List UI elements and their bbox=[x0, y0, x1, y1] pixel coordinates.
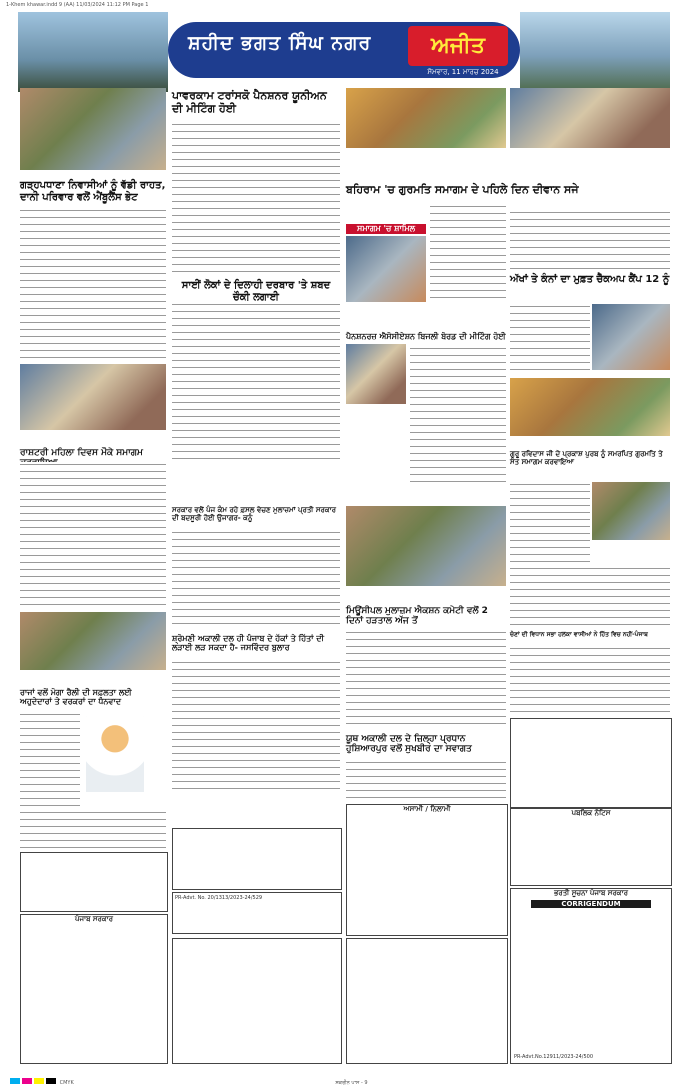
ad-punjab-govt bbox=[20, 914, 168, 1064]
tag-samagam: ਸਮਾਗਮ 'ਚ ਸ਼ਾਮਿਲ bbox=[346, 224, 426, 234]
masthead bbox=[18, 12, 670, 92]
print-slug-text: 1-Khem khawar.indd 9 (AA) 11/03/2024 11:12 PM Page 1 bbox=[6, 2, 149, 8]
headline-ambulance: ਗੜ੍ਹਪਧਾਣਾ ਨਿਵਾਸੀਆਂ ਨੂੰ ਵੱਡੀ ਰਾਹਤ, ਦਾਨੀ ਪਰਿਵਾਰ ਵਲੋਂ ਐਂਬੂਲੈਂਸ ਭੇਟ bbox=[20, 180, 166, 203]
cyan-swatch bbox=[10, 1078, 20, 1084]
headline-pensioner: ਪੈਨਸ਼ਨਰਜ਼ ਐਸੋਸੀਏਸ਼ਨ ਬਿਜਲੀ ਬੋਰਡ ਦੀ ਮੀਟਿੰਗ ਹੋਈ bbox=[346, 332, 506, 341]
photo-eye-camp bbox=[592, 304, 670, 370]
article-akali-body bbox=[172, 660, 340, 790]
headline-powercom: ਪਾਵਰਕਾਮ ਟਰਾਂਸਕੋ ਪੈਨਸ਼ਨਰ ਯੂਨੀਅਨ ਦੀ ਮੀਟਿੰਗ ਹੋਈ bbox=[172, 89, 327, 115]
masthead-photo-landscape bbox=[520, 12, 670, 92]
ad-public-notice-title: ਪਬਲਿਕ ਨੋਟਿਸ bbox=[571, 809, 611, 817]
ad-punjab-govt-title: ਪੰਜਾਬ ਸਰਕਾਰ bbox=[74, 915, 113, 923]
article-youth-body bbox=[346, 760, 506, 800]
ad-bharti-title: ਭਰਤੀ ਸੂਚਨਾ ਪੰਜਾਬ ਸਰਕਾਰ bbox=[554, 889, 628, 897]
ad-tender bbox=[172, 938, 342, 1064]
print-slug bbox=[0, 0, 687, 10]
masthead-photo-statue bbox=[18, 12, 168, 92]
photo-ambulance bbox=[20, 88, 166, 170]
headline-akali: ਸ਼੍ਰੋਮਣੀ ਅਕਾਲੀ ਦਲ ਹੀ ਪੰਜਾਬ ਦੇ ਹੱਕਾਂ ਤੇ ਹਿੱਤਾਂ ਦੀ ਲੜਾਈ ਲੜ ਸਕਦਾ ਹੈ- ਜਸਵਿੰਦਰ ਬੁਲਾਰ bbox=[172, 634, 324, 653]
article-womens-day-body bbox=[20, 462, 166, 606]
ad-table-notice bbox=[20, 852, 168, 912]
photo-municipal bbox=[346, 506, 506, 586]
article-gurdwara-body-2 bbox=[510, 566, 670, 630]
article-pensioner-body bbox=[410, 346, 506, 486]
edition-sub: ਜਲੰਧਰ, ਸੋਮਵਾਰ bbox=[430, 14, 467, 21]
yellow-swatch bbox=[34, 1078, 44, 1084]
ad-pr-number-1: PR-Advt. No. 20/1313/2023-24/529 bbox=[175, 895, 263, 901]
article-behram-body-2 bbox=[510, 210, 670, 270]
article-behram-body bbox=[430, 204, 506, 300]
headline-womens-day: ਰਾਸ਼ਟਰੀ ਮਹਿਲਾ ਦਿਵਸ ਮੌਕੇ ਸਮਾਗਮ bbox=[20, 448, 143, 458]
photo-gurdwara bbox=[510, 378, 670, 436]
article-municipal-body bbox=[346, 630, 506, 730]
ad-contact bbox=[510, 718, 672, 808]
photo-gurdwara-2 bbox=[592, 482, 670, 540]
article-darbar-body bbox=[172, 302, 340, 462]
headline-behram: ਬਹਿਰਾਮ 'ਚ ਗੁਰਮਤਿ ਸਮਾਗਮ ਦੇ ਪਹਿਲੇ ਦਿਨ ਦੀਵਾਨ ਸਜੇ bbox=[346, 183, 579, 196]
photo-portrait bbox=[86, 716, 144, 792]
newspaper-logo: ਅਜੀਤ bbox=[408, 26, 508, 66]
photo-gurmat-samagam bbox=[346, 88, 506, 148]
headline-election: ਚੋਣਾਂ ਦੀ ਵਿਧਾਨ ਸਭਾ ਹਲਕਾ ਵਾਸੀਆਂ ਨੇ ਹਿੱਤ ਵਿਚ ਨਹੀਂ-ਪੰਜਾਬ bbox=[510, 631, 648, 638]
caption-ambulance bbox=[20, 172, 166, 178]
ad-pr-number-2: PR-Advt.No.12911/2023-24/500 bbox=[514, 1054, 594, 1060]
black-swatch bbox=[46, 1078, 56, 1084]
photo-womens-day bbox=[20, 364, 166, 430]
headline-darbar: ਸਾਈਂ ਲੋਕਾਂ ਦੇ ਦਿਲਾਹੀ ਦਰਬਾਰ 'ਤੇ ਸ਼ਬਦ ਚੌਕੀ ਲਗਾਈ bbox=[181, 280, 331, 303]
headline-eye-camp: ਅੱਖਾਂ ਤੇ ਕੰਨਾਂ ਦਾ ਮੁਫ਼ਤ ਚੈੱਕਅਪ ਕੈਂਪ 12 ਨੂੰ bbox=[510, 274, 670, 285]
article-rally-body bbox=[20, 712, 80, 808]
color-bar bbox=[10, 1080, 60, 1086]
article-gurdwara-body bbox=[510, 482, 590, 562]
article-ambulance-body bbox=[20, 208, 166, 358]
headline-rally: ਰਾਜਾਂ ਵਲੋਂ ਮੋਗਾ ਰੈਲੀ ਦੀ ਸਫ਼ਲਤਾ ਲਈ ਅਹੁਦੇਦਾਰਾਂ ਤੇ ਵਰਕਰਾਂ ਦਾ ਧੰਨਵਾਦ bbox=[20, 688, 132, 707]
article-rally-body-2 bbox=[20, 810, 166, 848]
photo-pensioner bbox=[346, 344, 406, 404]
ad-public-notice bbox=[510, 808, 672, 886]
ad-corrigendum: CORRIGENDUM bbox=[531, 900, 651, 908]
footer-cmyk: CMYK bbox=[59, 1080, 74, 1086]
ad-notice-2 bbox=[346, 938, 508, 1064]
masthead-title-block bbox=[168, 16, 520, 88]
headline-gurdwara: ਗੁਰੂ ਰਵਿਦਾਸ ਜੀ ਦੇ ਪ੍ਰਕਾਸ਼ ਪੁਰਬ ਨੂੰ ਸਮਰਪਿਤ ਗੁਰਮਤਿ ਤੇ ਸੰਤ ਸਮਾਗਮ ਕਰਵਾਇਆ bbox=[510, 450, 663, 467]
page-footer bbox=[0, 1078, 687, 1089]
magenta-swatch bbox=[22, 1078, 32, 1084]
ad-asami bbox=[346, 804, 508, 936]
edition-date: ਸੋਮਵਾਰ, 11 ਮਾਰਚ 2024 bbox=[427, 68, 499, 76]
footer-page-label: ਸਕਰੀਨ ਪਾਸ - 9 bbox=[335, 1080, 368, 1086]
photo-behram bbox=[346, 236, 426, 302]
photo-rally bbox=[20, 612, 166, 670]
headline-sarkar: ਸਰਕਾਰ ਵਲੋਂ ਪੰਜ ਕੰਮ ਰਹੇ ਫ਼ਸਲ ਵੇਚਣ ਮੁਲਾਜ਼ਮਾਂ ਪ੍ਰਤੀ ਸਰਕਾਰ ਦੀ ਬਦਸੂਰੀ ਹੋਈ ਉਜਾਗਰ- ਕਨੂੰ bbox=[172, 506, 336, 523]
ad-advt-strip bbox=[172, 892, 342, 934]
article-eye-camp-body bbox=[510, 304, 590, 374]
headline-municipal: ਮਿਊਂਸੀਪਲ ਮੁਲਾਜ਼ਮ ਐਕਸ਼ਨ ਕਮੇਟੀ ਵਲੋਂ 2 ਦਿਨਾਂ ਹੜਤਾਲ ਅੱਜ ਤੋਂ bbox=[346, 606, 488, 627]
ad-office-notice bbox=[172, 828, 342, 890]
article-election-body bbox=[510, 646, 670, 714]
ad-bharti bbox=[510, 888, 672, 1064]
headline-youth: ਯੂਥ ਅਕਾਲੀ ਦਲ ਦੇ ਜ਼ਿਲ੍ਹਾ ਪ੍ਰਧਾਨ ਹੁਸ਼ਿਆਰਪੁਰ ਵਲੋਂ ਸੁਖਬੀਰ ਦਾ ਸਵਾਗਤ bbox=[346, 734, 472, 755]
article-powercom-body bbox=[172, 122, 340, 276]
article-sarkar-body bbox=[172, 530, 340, 630]
edition-city: ਸ਼ਹੀਦ ਭਗਤ ਸਿੰਘ ਨਗਰ bbox=[188, 32, 372, 54]
photo-sangat bbox=[510, 88, 670, 148]
ad-asami-title: ਅਸਾਮੀ / ਨਿਲਾਮੀ bbox=[403, 805, 451, 813]
